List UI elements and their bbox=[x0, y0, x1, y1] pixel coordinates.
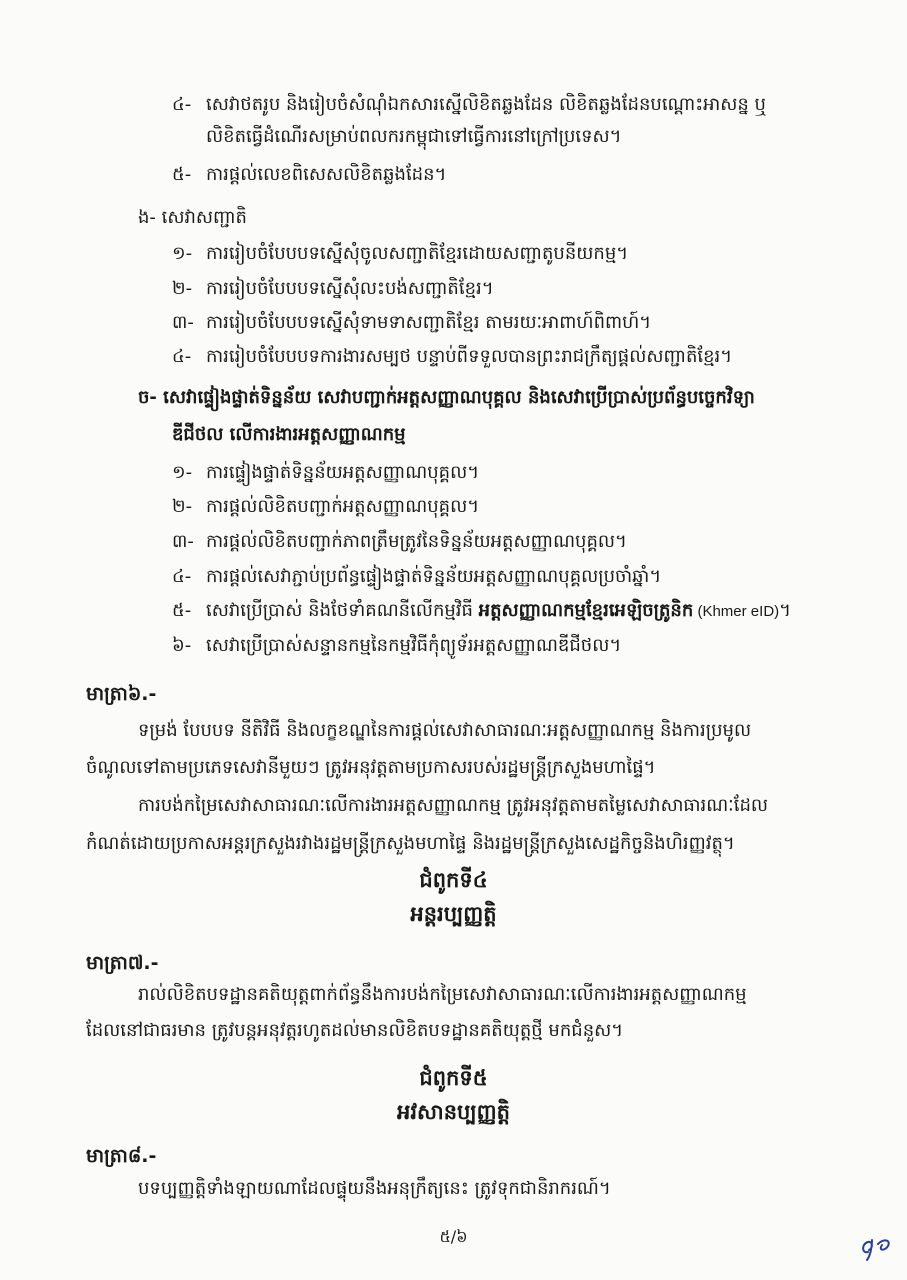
item-number: ៥- bbox=[172, 164, 192, 185]
chapter-subtitle: អន្តរប្បញ្ញត្តិ bbox=[410, 902, 497, 926]
article-title: មាត្រា៨.- bbox=[86, 1145, 157, 1167]
item-number: ៦- bbox=[172, 635, 192, 656]
chapter-title: ជំពូកទី៤ bbox=[419, 868, 488, 892]
item-number: ១- bbox=[172, 243, 193, 264]
app-name-latin: (Khmer eID) bbox=[693, 603, 780, 620]
item-text-continuation: លិខិតធ្វើដំណើរសម្រាប់ពលករកម្ពុជាទៅធ្វើការនៅក្រៅប្រទេស។ bbox=[206, 126, 622, 147]
paragraph-line: ការបង់កម្រៃសេវាសាធារណៈលើការងារអត្តសញ្ញាណកម្ម ត្រូវអនុវត្តតាមតម្លៃសេវាសាធារណៈដែល bbox=[138, 795, 769, 816]
paragraph-line: រាល់លិខិតបទដ្ឋានគតិយុត្តពាក់ព័ន្ធនឹងការបង់កម្រៃសេវាសាធារណៈលើការងារអត្តសញ្ញាណកម្ម bbox=[138, 984, 747, 1005]
item-text: ការរៀបចំបែបបទស្នើសុំចូលសញ្ជាតិខ្មែរដោយសញ្ជាតូបនីយកម្ម។ bbox=[206, 243, 629, 264]
item-text: សេវាប្រើប្រាស់សន្ទានកម្មនៃកម្មវិធីកុំព្យូទ័រអត្តសញ្ញាណឌីជីថល។ bbox=[206, 635, 622, 656]
item-number: ២- bbox=[172, 278, 193, 299]
paragraph-line: បទប្បញ្ញត្តិទាំងឡាយណាដែលផ្ទុយនឹងអនុក្រឹត្យនេះ ត្រូវទុកជានិរាករណ៍។ bbox=[138, 1178, 611, 1199]
article-title: មាត្រា៧.- bbox=[86, 952, 159, 974]
item-text: ការផ្ដល់លិខិតបញ្ជាក់ភាពត្រឹមត្រូវនៃទិន្នន័យអត្តសញ្ញាណបុគ្គល។ bbox=[206, 531, 627, 552]
item-text bbox=[206, 598, 791, 625]
item-number: ៤- bbox=[172, 94, 192, 115]
item-text: ការផ្ដល់លេខពិសេសលិខិតឆ្លងដែន។ bbox=[206, 164, 447, 185]
item-number: ៤- bbox=[172, 566, 192, 587]
item-number: ១- bbox=[172, 462, 193, 483]
item-text: ការផ្ដល់សេវាភ្ជាប់ប្រព័ន្ធផ្ទៀងផ្ទាត់ទិន្នន័យអត្តសញ្ញាណបុគ្គលប្រចាំឆ្នាំ។ bbox=[206, 566, 662, 587]
item-text-plain: សេវាប្រើប្រាស់ និងថែទាំគណនីលើកម្មវិធី bbox=[206, 600, 479, 621]
section-title: ច- សេវាផ្ទៀងផ្ទាត់ទិន្នន័យ សេវាបញ្ជាក់អត្តសញ្ញាណបុគ្គល និងសេវាប្រើប្រាស់ប្រព័ន្ធបច្ចេកវិទ្យា bbox=[138, 387, 755, 408]
item-text: ការរៀបចំបែបបទស្នើសុំទាមទាសញ្ជាតិខ្មែរ តាមរយៈអាពាហ៍ពិពាហ៍។ bbox=[206, 312, 652, 333]
paragraph-line: ទម្រង់ បែបបទ នីតិវិធី និងលក្ខខណ្ឌនៃការផ្ដល់សេវាសាធារណៈអត្តសញ្ញាណកម្ម និងការប្រមូល bbox=[138, 720, 752, 741]
app-name-khmer: អត្តសញ្ញាណកម្មខ្មែរអេឡិចត្រូនិក bbox=[478, 600, 694, 621]
paragraph-line: ដែលនៅជាធរមាន ត្រូវបន្តអនុវត្តរហូតដល់មានលិខិតបទដ្ឋានគតិយុត្តថ្មី មកជំនួស។ bbox=[86, 1020, 624, 1041]
item-text: ការផ្ទៀងផ្ទាត់ទិន្នន័យអត្តសញ្ញាណបុគ្គល។ bbox=[206, 462, 480, 483]
item-text: ការផ្ដល់លិខិតបញ្ជាក់អត្តសញ្ញាណបុគ្គល។ bbox=[206, 496, 480, 517]
section-title-continuation: ឌីជីថល លើការងារអត្តសញ្ញាណកម្ម bbox=[172, 424, 406, 445]
paragraph-line: កំណត់ដោយប្រកាសអន្តរក្រសួងរវាងរដ្ឋមន្ត្រីក្រសួងមហាផ្ទៃ និងរដ្ឋមន្ត្រីក្រសួងសេដ្ឋកិច្ចនិងហិរញ្ញវត្ថុ។ bbox=[86, 833, 735, 854]
item-number: ៥- bbox=[172, 600, 192, 621]
chapter-subtitle: អវសានប្បញ្ញត្តិ bbox=[397, 1100, 510, 1124]
item-text-end: ។ bbox=[779, 600, 792, 621]
item-number: ២- bbox=[172, 496, 193, 517]
chapter-title: ជំពូកទី៥ bbox=[419, 1066, 488, 1090]
item-number: ៣- bbox=[172, 312, 194, 333]
item-text: ការរៀបចំបែបបទស្នើសុំលះបង់សញ្ជាតិខ្មែរ។ bbox=[206, 278, 494, 299]
section-title: ង- សេវាសញ្ជាតិ bbox=[138, 207, 247, 228]
item-text: សេវាថតរូប និងរៀបចំសំណុំឯកសារស្នើលិខិតឆ្លងដែន លិខិតឆ្លងដែនបណ្ដោះអាសន្ន ឬ bbox=[206, 94, 766, 115]
item-number: ៤- bbox=[172, 346, 192, 367]
article-title: មាត្រា៦.- bbox=[86, 683, 157, 705]
item-number: ៣- bbox=[172, 531, 194, 552]
paragraph-line: ចំណូលទៅតាមប្រភេទសេវានីមួយៗ ត្រូវអនុវត្តតាមប្រកាសរបស់រដ្ឋមន្ត្រីក្រសួងមហាផ្ទៃ។ bbox=[86, 757, 656, 778]
handwritten-initials-icon bbox=[858, 1232, 894, 1262]
item-text: ការរៀបចំបែបបទការងារសម្បថ បន្ទាប់ពីទទួលបានព្រះរាជក្រឹត្យផ្ដល់សញ្ជាតិខ្មែរ។ bbox=[206, 346, 733, 367]
page-number: ៥/៦ bbox=[439, 1227, 468, 1246]
